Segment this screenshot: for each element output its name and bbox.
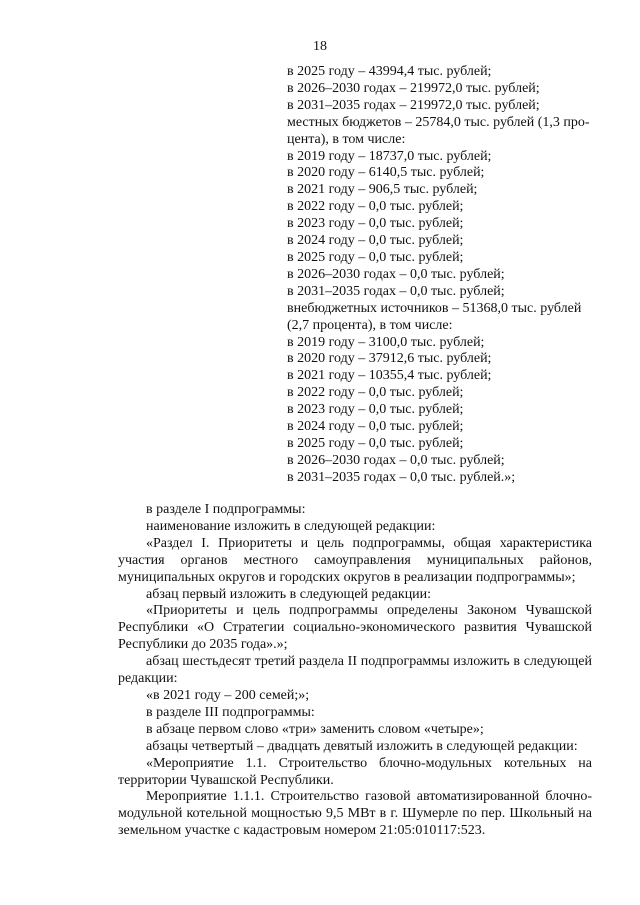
funding-line: внебюджетных источников – 51368,0 тыс. рублей [287,300,582,316]
funding-line: в 2019 году – 3100,0 тыс. рублей; [287,334,485,350]
funding-line: в 2026–2030 годах – 0,0 тыс. рублей; [287,266,505,282]
funding-line: в 2021 году – 10355,4 тыс. рублей; [287,368,492,384]
funding-line: в 2023 году – 0,0 тыс. рублей; [287,216,464,232]
funding-line: в 2025 году – 0,0 тыс. рублей; [287,249,464,265]
amendments-text [118,502,592,840]
paragraph: «Раздел I. Приоритеты и цель подпрограммы, общая характеристика участия органов местного самоуправления муниципальных районов, муниципальных округов и городских округов в реализации подпрограммы»; [118,535,592,585]
paragraph: «в 2021 году – 200 семей;»; [146,687,310,703]
paragraph: абзац шестьдесят третий раздела II подпрограммы изложить в следующей редакции: [118,654,592,687]
funding-line: цента), в том числе: [287,131,406,147]
funding-line: в 2031–2035 годах – 0,0 тыс. рублей.»; [287,469,516,485]
funding-line: в 2026–2030 годах – 219972,0 тыс. рублей; [287,80,540,96]
funding-line: в 2022 году – 0,0 тыс. рублей; [287,199,464,215]
page-number: 18 [313,39,327,54]
funding-line: (2,7 процента), в том числе: [287,317,453,333]
funding-line: в 2024 году – 0,0 тыс. рублей; [287,419,464,435]
paragraph: абзац первый изложить в следующей редакции: [146,586,432,602]
funding-line: в 2031–2035 годах – 219972,0 тыс. рублей; [287,97,540,113]
funding-line: в 2024 году – 0,0 тыс. рублей; [287,233,464,249]
funding-line: в 2022 году – 0,0 тыс. рублей; [287,385,464,401]
funding-line: в 2025 году – 43994,4 тыс. рублей; [287,64,492,79]
paragraph: в разделе I подпрограммы: [146,502,306,517]
funding-list [287,64,590,487]
funding-line: в 2031–2035 годах – 0,0 тыс. рублей; [287,283,505,299]
funding-line: в 2021 году – 906,5 тыс. рублей; [287,182,478,198]
funding-line: в 2020 году – 6140,5 тыс. рублей; [287,165,485,181]
funding-line: в 2026–2030 годах – 0,0 тыс. рублей; [287,452,505,468]
paragraph: абзацы четвертый – двадцать девятый изложить в следующей редакции: [146,738,578,754]
funding-line: местных бюджетов – 25784,0 тыс. рублей (1,3 про- [287,114,590,130]
funding-line: в 2020 году – 37912,6 тыс. рублей; [287,351,492,367]
funding-line: в 2023 году – 0,0 тыс. рублей; [287,402,464,418]
paragraph: «Мероприятие 1.1. Строительство блочно-модульных котельных на территории Чувашской Республики. [118,755,592,788]
funding-line: в 2019 году – 18737,0 тыс. рублей; [287,148,492,164]
paragraph: в абзаце первом слово «три» заменить словом «четыре»; [146,721,484,737]
paragraph: Мероприятие 1.1.1. Строительство газовой автоматизированной блочно-модульной котельной мощностью 9,5 МВт в г. Шумерле по пер. Школьный на земельном участке с кадастровым номером 21:05:010117:523. [118,789,592,839]
paragraph: наименование изложить в следующей редакции: [146,518,436,534]
paragraph: «Приоритеты и цель подпрограммы определены Законом Чувашской Республики «О Стратегии социально-экономического развития Чувашской Республики до 2035 года».»; [118,603,592,653]
paragraph: в разделе III подпрограммы: [146,704,315,720]
funding-line: в 2025 году – 0,0 тыс. рублей; [287,435,464,451]
